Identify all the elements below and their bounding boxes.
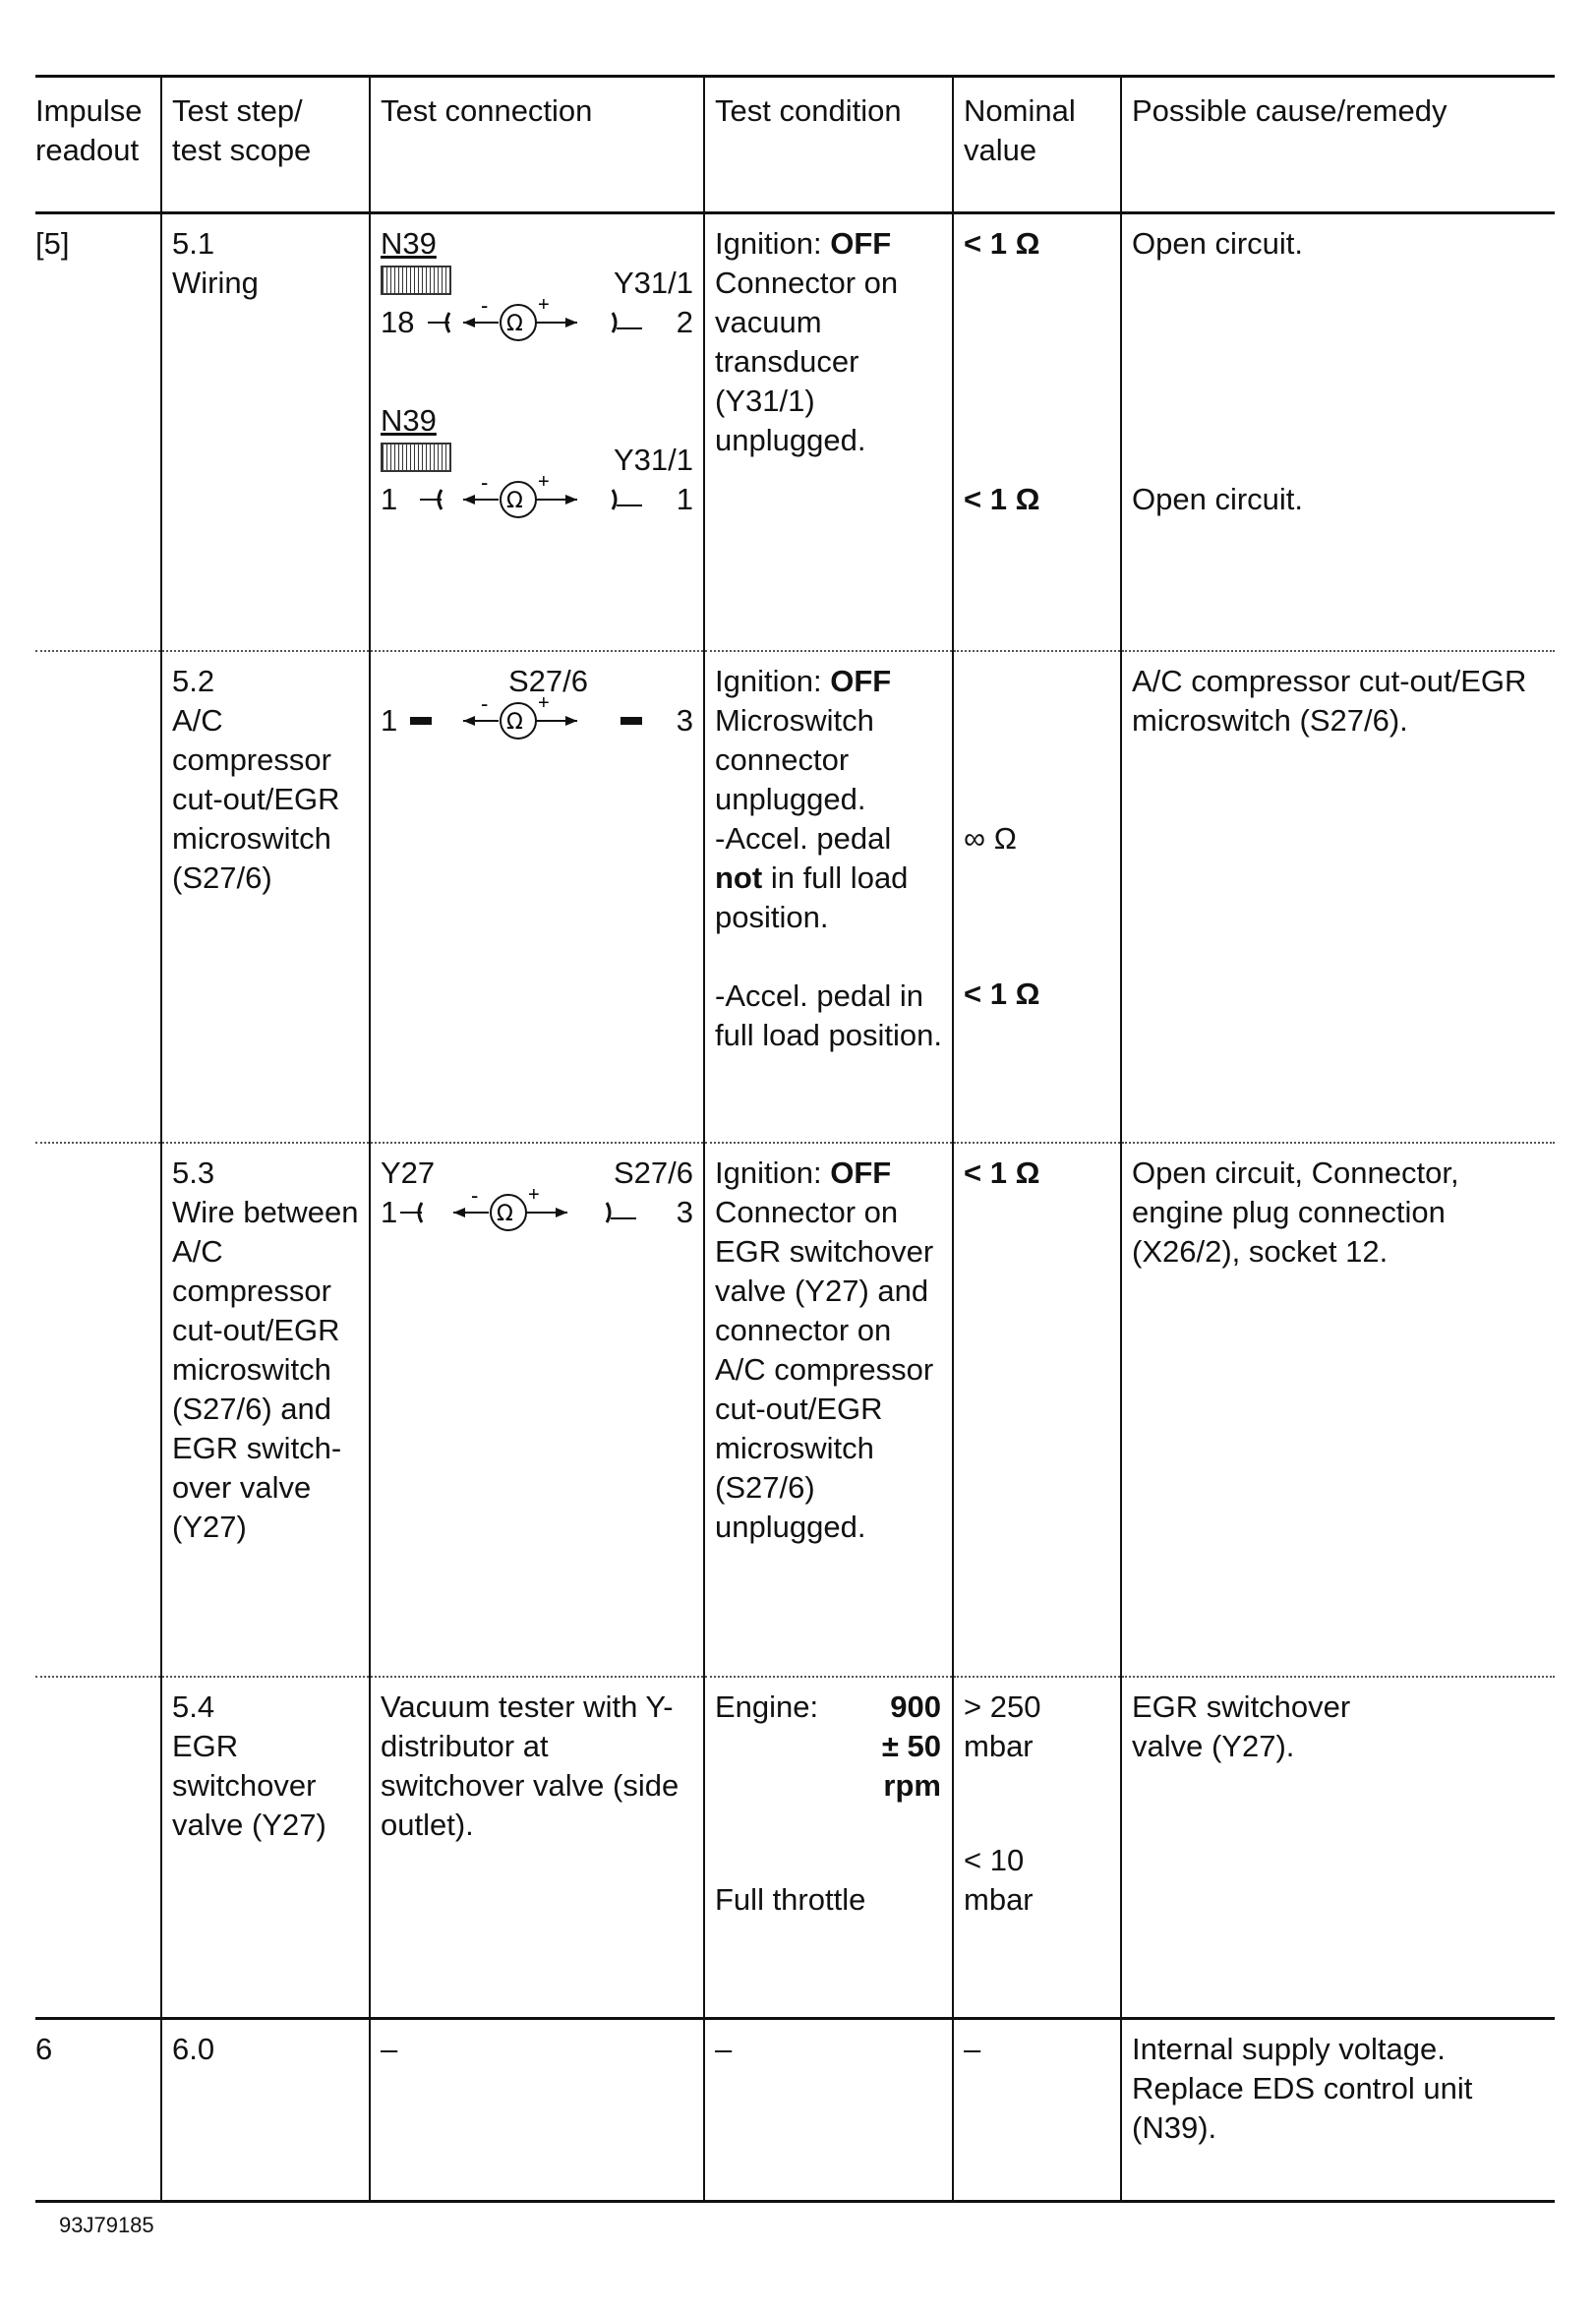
component-label: Y31/1	[613, 443, 693, 477]
step-cell	[161, 1677, 370, 2019]
nominal-value: < 1 Ω	[964, 976, 1040, 1011]
condition-text	[715, 819, 942, 937]
diagnosis-table	[35, 75, 1555, 2203]
header-possible-cause: Possible cause/remedy	[1121, 77, 1555, 213]
step-cell: 6.0	[161, 2019, 370, 2202]
condition-label: Engine:	[715, 1689, 819, 1724]
condition-label: Ignition:	[715, 663, 822, 698]
impulse-cell	[35, 1677, 161, 2019]
nominal-value: < 1 Ω	[964, 1155, 1040, 1190]
svg-text:-: -	[471, 1188, 479, 1208]
nominal-cell	[953, 1143, 1121, 1677]
svg-text:-: -	[481, 299, 489, 318]
svg-text:+: +	[528, 1188, 540, 1206]
pin-number: 1	[381, 1194, 398, 1229]
step-scope: A/C compressor cut-out/EGR microswitch (S27/6)	[172, 702, 340, 895]
cause-cell	[1121, 2019, 1555, 2202]
svg-text:-: -	[481, 476, 489, 495]
nominal-cell: –	[953, 2019, 1121, 2202]
pin-number: 1	[381, 702, 398, 738]
svg-text:+: +	[538, 299, 550, 316]
connection-diagram	[381, 662, 693, 741]
condition-cell: –	[704, 2019, 953, 2202]
svg-text:+: +	[538, 476, 550, 493]
table-row	[35, 1143, 1555, 1677]
component-label: Y31/1	[613, 266, 693, 300]
header-test-connection: Test connection	[370, 77, 704, 213]
component-label: N39	[381, 403, 437, 438]
ohmmeter-icon	[400, 1189, 656, 1232]
cause-text: Internal supply voltage. Replace EDS control unit (N39).	[1132, 2032, 1473, 2145]
ohmmeter-icon	[420, 299, 676, 342]
table-row	[35, 1677, 1555, 2019]
svg-text:-: -	[481, 696, 489, 716]
connection-text: Vacuum tester with Y-distributor at switchover valve (side outlet).	[381, 1689, 680, 1842]
engine-speed-unit: rpm	[883, 1767, 941, 1803]
component-label: S27/6	[508, 663, 589, 698]
condition-text: Connector on EGR switchover valve (Y27) and connector on A/C compressor cut-out/EGR microswitch (S27/6) unplugged.	[715, 1194, 934, 1544]
nominal-value: > 250 mbar	[964, 1689, 1041, 1763]
pin-number: 3	[676, 1194, 693, 1229]
connection-diagram	[381, 401, 693, 519]
ignition-state: OFF	[830, 226, 892, 261]
pin-number: 1	[676, 482, 693, 516]
nominal-value: < 10 mbar	[964, 1842, 1034, 1917]
nominal-value: < 1 Ω	[964, 482, 1040, 516]
engine-speed-value: 900	[890, 1689, 941, 1724]
step-scope: EGR switchover valve (Y27)	[172, 1728, 326, 1842]
condition-fragment: -Accel. pedal	[715, 820, 892, 856]
connection-diagram	[381, 1154, 693, 1232]
svg-text:Ω: Ω	[506, 489, 523, 513]
svg-text:Ω: Ω	[497, 1201, 513, 1226]
condition-text: Connector on vacuum transducer (Y31/1) unplugged.	[715, 266, 899, 457]
table-row	[35, 2019, 1555, 2202]
header-test-condition: Test condition	[704, 77, 953, 213]
ignition-state: OFF	[830, 1155, 892, 1190]
cause-text: EGR switchover valve (Y27).	[1132, 1689, 1351, 1763]
table-row	[35, 651, 1555, 1143]
component-label: N39	[381, 226, 437, 261]
step-scope: Wire between A/C compressor cut-out/EGR microswitch (S27/6) and EGR switch-over valve (Y27)	[172, 1194, 359, 1544]
step-number: 5.3	[172, 1155, 215, 1190]
cause-cell	[1121, 213, 1555, 651]
condition-cell	[704, 1143, 953, 1677]
condition-text: -Accel. pedal in full load position.	[715, 978, 942, 1052]
table-header-row	[35, 77, 1555, 213]
condition-label: Ignition:	[715, 1155, 822, 1190]
engine-speed-tolerance: ± 50	[881, 1728, 941, 1763]
condition-cell	[704, 651, 953, 1143]
component-label: S27/6	[613, 1155, 693, 1190]
control-unit-icon	[381, 266, 451, 295]
condition-fragment: in full load position.	[715, 860, 909, 934]
step-scope: Wiring	[172, 266, 259, 300]
pin-number: 3	[676, 702, 693, 738]
engine-speed-condition	[715, 1688, 942, 1806]
cause-cell	[1121, 651, 1555, 1143]
pin-number: 2	[676, 305, 693, 339]
connection-cell: –	[370, 2019, 704, 2202]
impulse-cell: 6	[35, 2019, 161, 2202]
svg-text:+: +	[538, 696, 550, 714]
control-unit-icon	[381, 443, 451, 472]
cause-cell	[1121, 1143, 1555, 1677]
step-cell	[161, 651, 370, 1143]
pin-number: 1	[381, 482, 398, 516]
connection-cell	[370, 1143, 704, 1677]
cause-text: Open circuit.	[1132, 226, 1304, 261]
cause-cell	[1121, 1677, 1555, 2019]
header-impulse-readout: Impulse readout	[35, 93, 143, 167]
connection-cell	[370, 1677, 704, 2019]
condition-label: Ignition:	[715, 226, 822, 261]
step-number: 5.4	[172, 1689, 215, 1724]
nominal-cell	[953, 1677, 1121, 2019]
cause-text: A/C compressor cut-out/EGR microswitch (S27/6).	[1132, 663, 1527, 738]
step-cell	[161, 1143, 370, 1677]
condition-text: Microswitch connector unplugged.	[715, 702, 874, 816]
svg-text:Ω: Ω	[506, 709, 523, 735]
condition-emphasis: not	[715, 860, 763, 895]
step-number: 5.1	[172, 226, 215, 261]
svg-text:Ω: Ω	[506, 312, 523, 336]
step-cell	[161, 213, 370, 651]
ignition-state: OFF	[830, 663, 892, 698]
cause-text: Open circuit, Connector, engine plug connection (X26/2), socket 12.	[1132, 1155, 1459, 1269]
nominal-cell	[953, 651, 1121, 1143]
connection-diagram	[381, 224, 693, 342]
table-row	[35, 213, 1555, 651]
ohmmeter-icon	[420, 476, 676, 519]
impulse-cell	[35, 1143, 161, 1677]
condition-cell	[704, 213, 953, 651]
nominal-value: < 1 Ω	[964, 226, 1040, 261]
connection-cell	[370, 651, 704, 1143]
impulse-cell	[35, 651, 161, 1143]
connection-cell	[370, 213, 704, 651]
component-label: Y27	[381, 1155, 436, 1190]
condition-text: Full throttle	[715, 1881, 866, 1917]
nominal-value: ∞ Ω	[964, 820, 1017, 856]
header-test-step: Test step/ test scope	[161, 77, 370, 213]
pin-number: 18	[381, 305, 415, 339]
impulse-cell: [5]	[35, 226, 70, 261]
condition-cell	[704, 1677, 953, 2019]
cause-text: Open circuit.	[1132, 482, 1304, 516]
document-reference: 93J79185	[59, 2213, 154, 2237]
ohmmeter-icon	[410, 697, 666, 741]
nominal-cell	[953, 213, 1121, 651]
step-number: 5.2	[172, 663, 215, 698]
header-nominal-value: Nominal value	[953, 77, 1121, 213]
